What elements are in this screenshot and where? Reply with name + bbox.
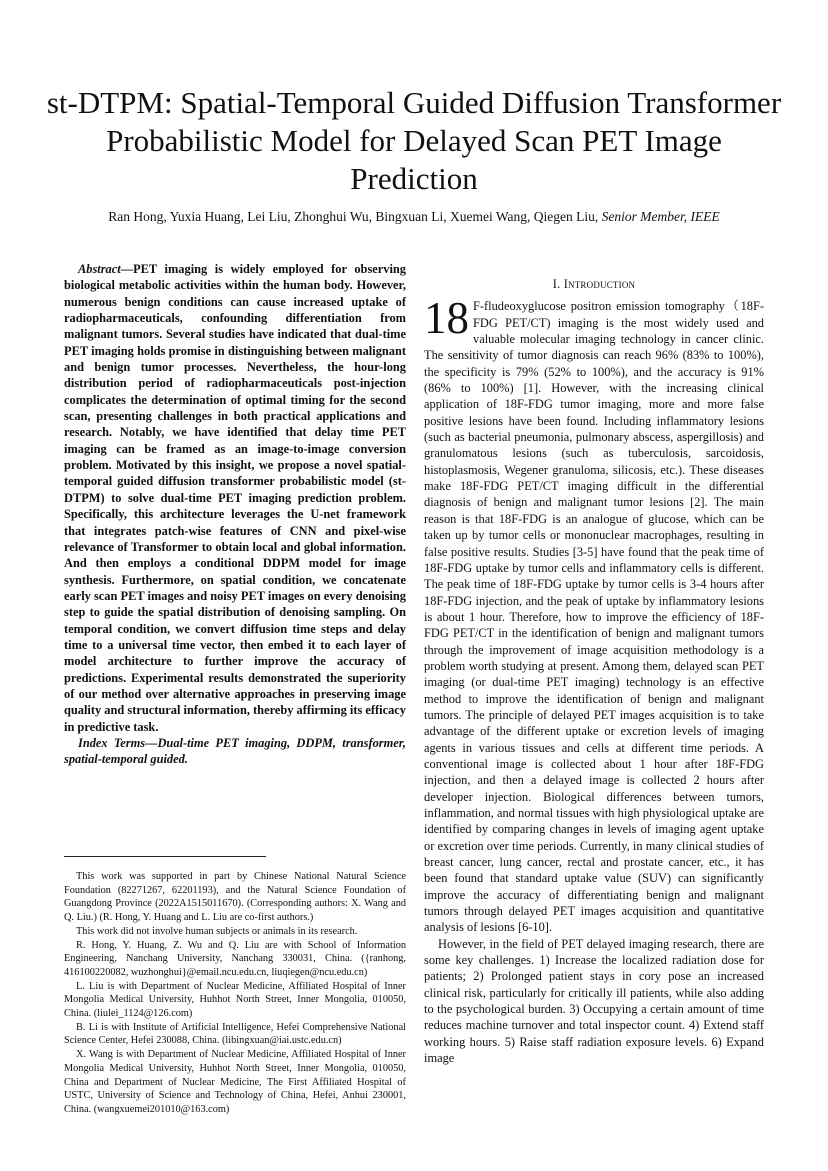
footnotes [64,870,406,1117]
section-title: Introduction [563,277,636,291]
abstract [64,261,406,735]
author-names: Ran Hong, Yuxia Huang, Lei Liu, Zhonghui Wu, Bingxuan Li, Xuemei Wang, Qiegen Liu, [108,209,599,224]
section-number: I. [552,277,561,291]
intro-paragraph-1 [424,293,764,935]
index-terms-text: —Dual-time PET imaging, DDPM, transformer, spatial-temporal guided. [64,735,406,767]
abstract-label: Abstract [78,262,121,276]
footnote-rule [64,856,266,857]
footnote-affiliation-ncu: R. Hong, Y. Huang, Z. Wu and Q. Liu are with School of Information Engineering, Nanchang University, Nanchang 330031, China. ({ranhong, 416100220082, wuzhonghui}@email.ncu.edu.cn, liuqiegen@ncu.edu.cn) [64,939,406,978]
drop-cap: 18 [424,293,469,344]
section-heading [424,276,764,292]
paper-title: st-DTPM: Spatial-Temporal Guided Diffusion Transformer Probabilistic Model for Delayed Scan PET Image Prediction [46,85,782,196]
footnote-affiliation-li: B. Li is with Institute of Artificial Intelligence, Hefei Comprehensive National Science Center, Hefei 230088, China. (libingxuan@iai.ustc.edu.cn) [64,1021,406,1047]
footnote-funding: This work was supported in part by Chinese National Natural Science Foundation (82271267, 62201193), and the Natural Science Foundation of Guangdong Province (2022A1515011670). (Corresponding authors: X. Wang and Q. Liu.) (R. Hong, Y. Huang and L. Liu are co-first authors.) [64,871,406,924]
intro-paragraph-2: However, in the field of PET delayed imaging research, there are some key challenges. 1) Increase the localized radiation dose for patients; 2) Prolonged patient stays in cory pose an increased clinical risk, particularly for critically ill patients, while also adding to the psychological burden. 3) Occupying a certain amount of time reduces machine turnover and total inspector count. 4) Extend staff working hours. 5) Raise staff radiation exposure levels. 6) Expand image [424,936,764,1066]
author-list [60,207,768,226]
footnote-affiliation-wang: X. Wang is with Department of Nuclear Medicine, Affiliated Hospital of Inner Mongolia Medical University, Huhhot North Street, Inner Mongolia, 010050, China and Department of Nuclear Medicine, The First Affiliated Hospital of USTC, University of Science and Technology of China, Hefei, Anhui 230001, China. (wangxuemei201010@163.com) [64,1049,406,1115]
right-column [424,276,764,1067]
intro-paragraph-1-text: F-fludeoxyglucose positron emission tomography（18F-FDG PET/CT) imaging is the most widely used and valuable molecular imaging technology in cancer clinic. The sensitivity of tumor diagnosis can reach 96% (83% to 100%), the specificity is 79% (52% to 100%), and the accuracy is 91% (86% to 100%) [1]. However, with the increasing clinical application of 18F-FDG tumor imaging, more and more false positive lesions have been found. Including inflammatory lesions (such as bacterial pneumonia, pulmonary abscess, aspergillosis) and granulomatous lesions (such as tuberculosis, sarcoidosis, histoplasmosis, Wegener granuloma, silicosis, etc.). These diseases make 18F-FDG PET/CT imaging difficult in the differential diagnosis of benign and malignant tumor lesions [2]. The main reason is that 18F-FDG is an analogue of glucose, which can be taken up by tumor cells or mononuclear macrophages, resulting in false positive results. Studies [3-5] have found that the peak time of 18F-FDG uptake by tumor cells and inflammatory cells is different. The peak time of 18F-FDG uptake by tumor cells is 3-4 hours after 18F-FDG injection, and the peak of uptake by inflammatory lesions is about 1 hour. Therefore, how to improve the efficiency of 18F-FDG PET/CT in the identification of benign and malignant tumors through the improvement of image acquisition methodology is a problem worth studying at present. Among them, delayed scan PET imaging (or dual-time PET imaging) technology is an effective method to improve the identification of benign and malignant tumors. The principle of delayed PET images acquisition is to take advantage of the different uptake or excretion levels of imaging agents in various tissues and cells at different time periods. A conventional image is collected about 1 hour after 18F-FDG injection, and then a delayed image is collected 2 hours after developer injection. Biological differences between tumors, inflammation, and normal tissues with high physiological uptake are identified by comparing changes in levels of imaging agent uptake or excretion over time periods. Currently, in many clinical studies of breast cancer, lung cancer, rectal and prostate cancer, etc., it has been found that standard uptake value (SUV) can significantly improve the accuracy of differentiating benign and malignant tumors through delayed PET images acquisition and quantitative analysis of lesions [6-10]. [424,299,764,935]
left-column [64,261,406,768]
index-terms [64,735,406,768]
footnote-ethics: This work did not involve human subjects or animals in its research. [76,925,358,937]
abstract-text: —PET imaging is widely employed for observing biological metabolic activities within the human body. However, numerous benign conditions can cause increased uptake of radiopharmaceuticals, confounding differentiation from malignant tumors. Several studies have indicated that dual-time PET imaging holds promise in distinguishing between malignant and benign tumor processes. Nevertheless, the hour-long distribution period of radiopharmaceuticals post-injection complicates the determination of optimal timing for the second scan, presenting challenges in both practical applications and research. Notably, we have identified that delay time PET imaging can be framed as an image-to-image conversion problem. Motivated by this insight, we propose a novel spatial-temporal guided diffusion transformer probabilistic model (st-DTPM) to solve dual-time PET imaging prediction problem. Specifically, this architecture leverages the U-net framework that integrates patch-wise features of CNN and pixel-wise relevance of Transformer to obtain local and global information. And then employs a conditional DDPM model for image synthesis. Furthermore, on spatial condition, we concatenate early scan PET images and noisy PET images on every denoising step to guide the spatial distribution of denoising sampling. On temporal condition, we convert diffusion time steps and delay time to a universal time vector, then embed it to each layer of model architecture to further improve the accuracy of predictions. Experimental results demonstrated the superiority of our method over alternative approaches in preserving image quality and structural information, thereby affirming its efficacy in predictive task. [64,262,406,734]
author-membership: Senior Member, IEEE [601,209,720,224]
index-terms-label: Index Terms [78,735,146,750]
footnote-affiliation-liu: L. Liu is with Department of Nuclear Medicine, Affiliated Hospital of Inner Mongolia Medical University, Huhhot North Street, Inner Mongolia, 010050, China. (liulei_1124@126.com) [64,980,406,1020]
